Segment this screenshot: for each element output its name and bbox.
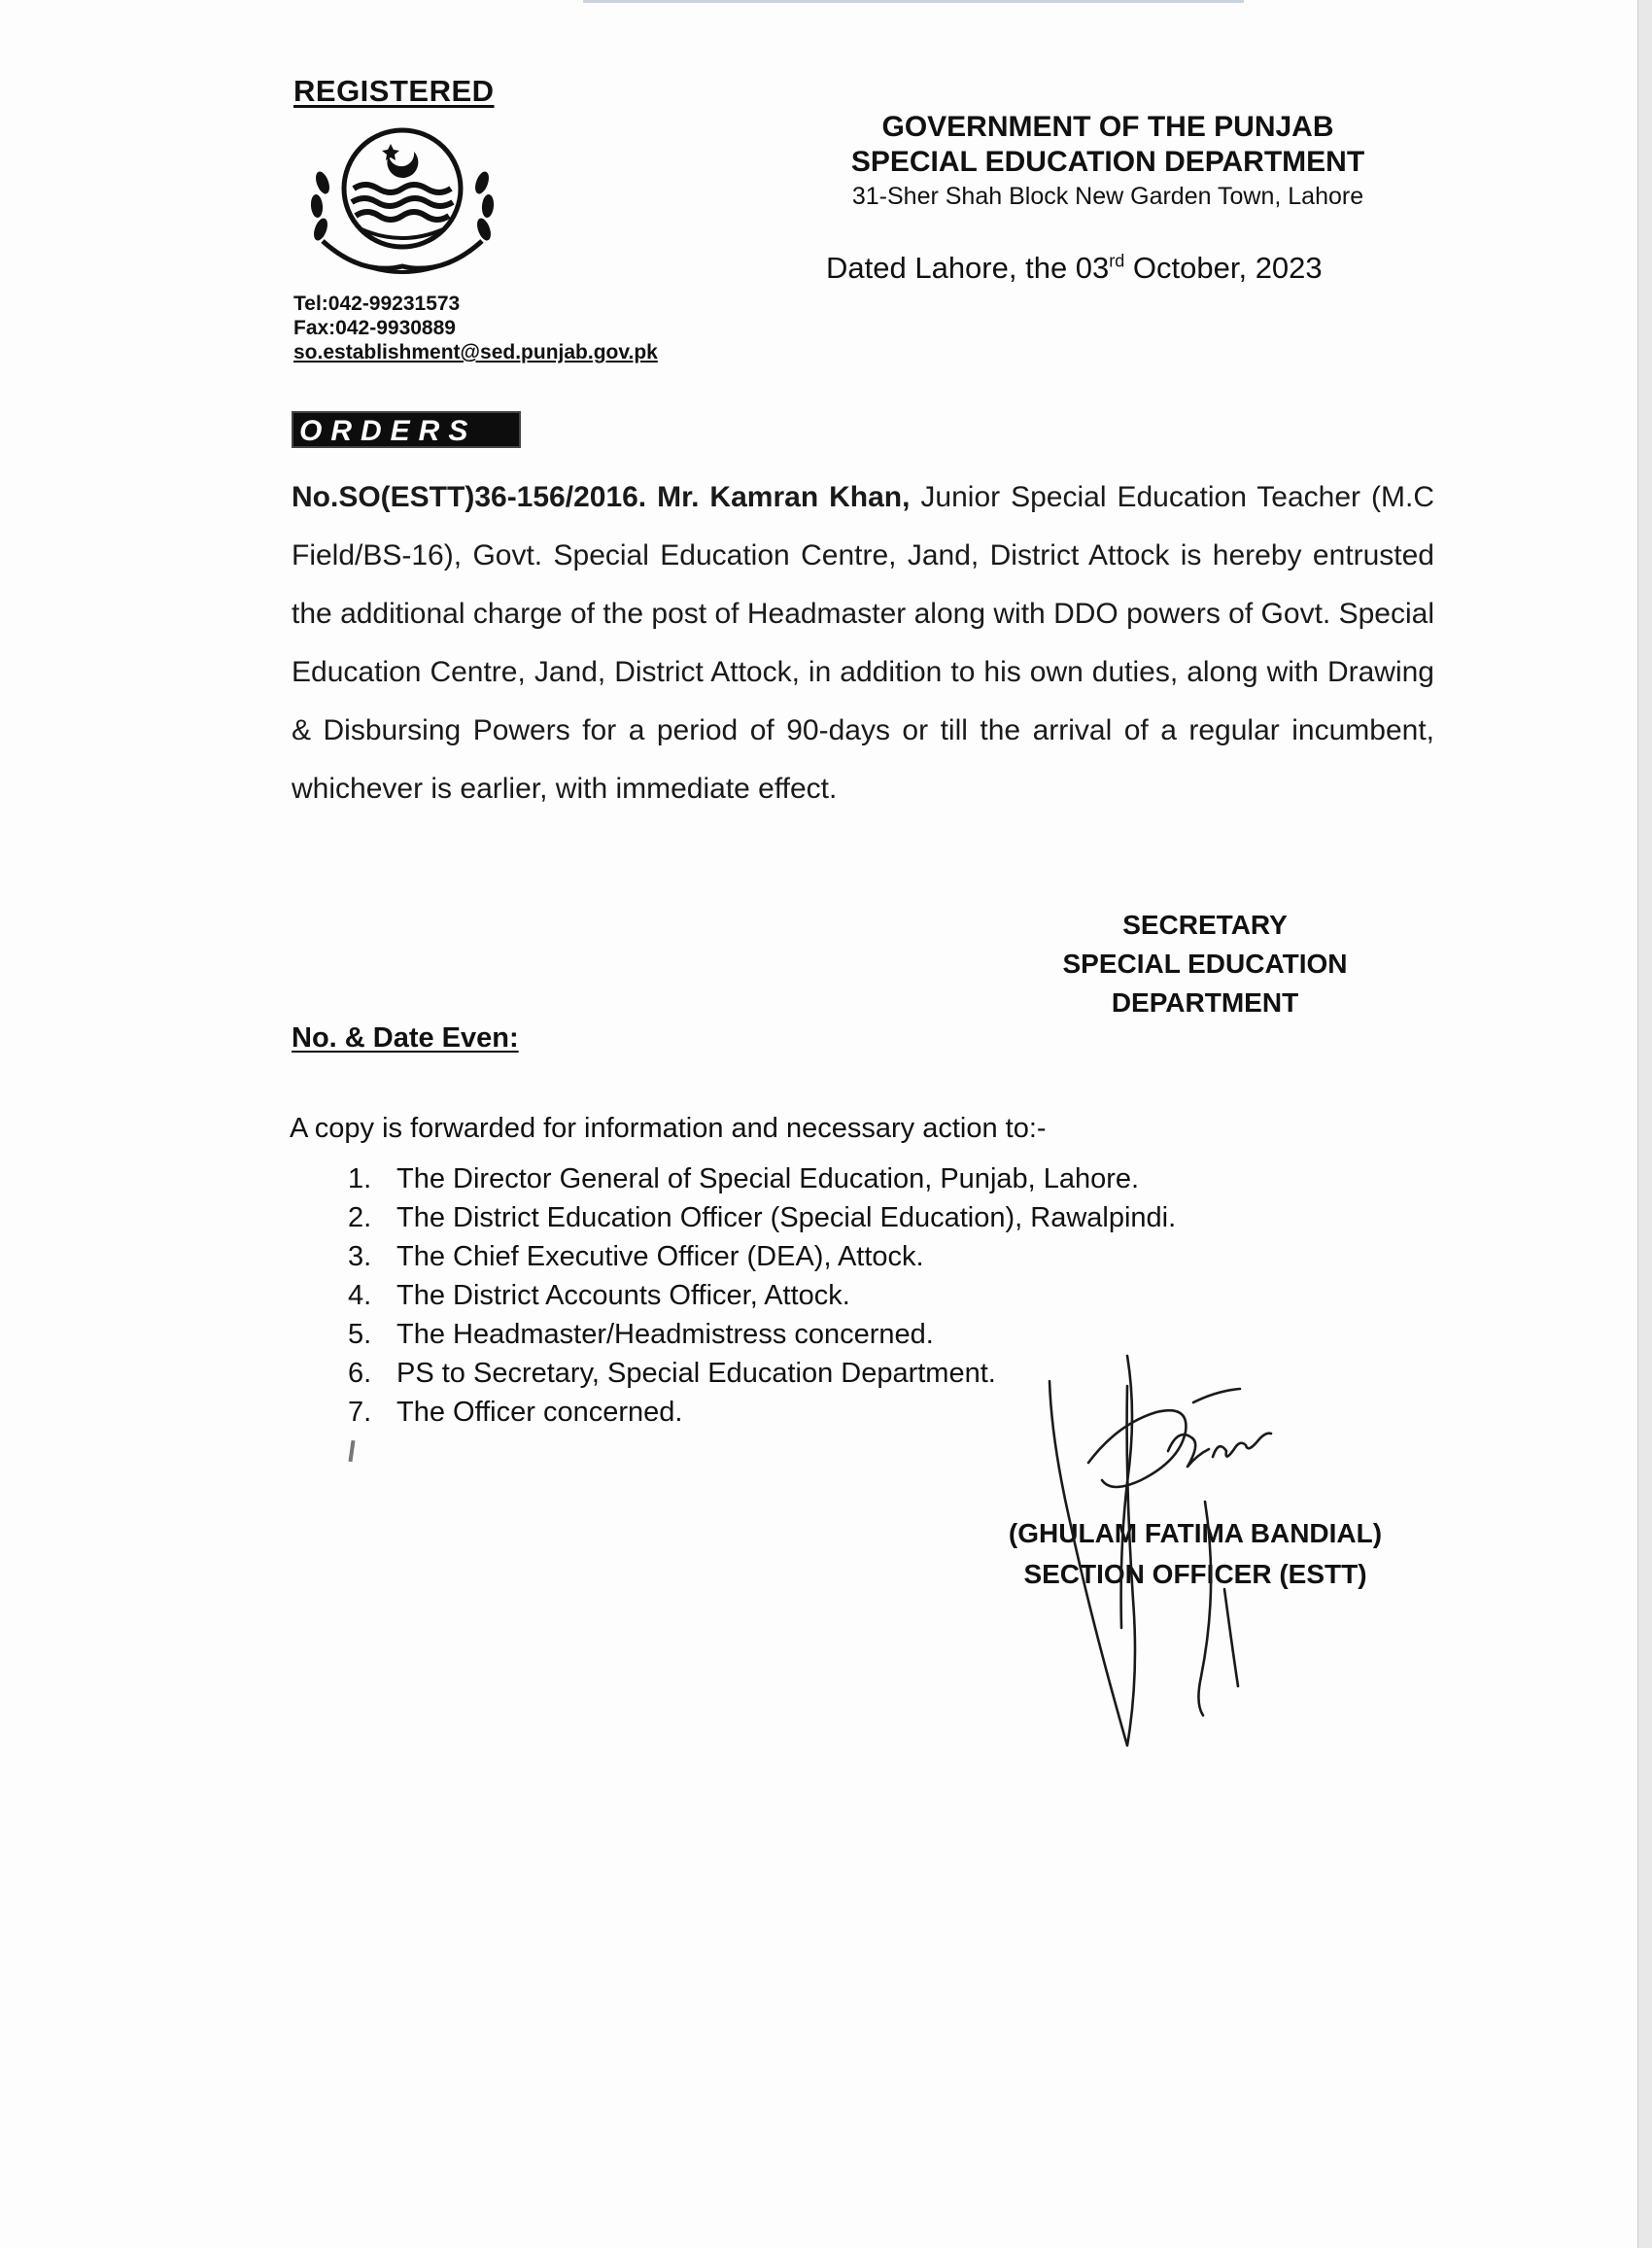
- list-item-text: The Director General of Special Education, Punjab, Lahore.: [396, 1163, 1140, 1194]
- list-item-number: 7.: [348, 1397, 372, 1428]
- list-item-number: 1.: [348, 1163, 372, 1194]
- list-item: [348, 1276, 1176, 1315]
- list-item-number: 6.: [348, 1358, 372, 1389]
- registered-label: REGISTERED: [293, 74, 495, 108]
- list-item-number: 2.: [348, 1202, 372, 1233]
- list-item-text: The Officer concerned.: [396, 1397, 683, 1428]
- list-item-number: 5.: [348, 1319, 372, 1350]
- orders-heading: ORDERS: [292, 411, 521, 448]
- list-item-text: The Chief Executive Officer (DEA), Attock.: [396, 1241, 924, 1272]
- officer-title: SECTION OFFICER (ESTT): [1023, 1559, 1367, 1589]
- order-number: No.SO(ESTT)36-156/2016.: [292, 481, 647, 513]
- list-item-text: PS to Secretary, Special Education Department.: [396, 1358, 996, 1389]
- government-header: [768, 110, 1448, 213]
- date-line: [826, 251, 1323, 286]
- list-item-number: 3.: [348, 1241, 372, 1272]
- order-body: [292, 468, 1434, 818]
- department-address: 31-Sher Shah Block New Garden Town, Lahore: [851, 183, 1364, 210]
- order-text: Junior Special Education Teacher (M.C Field/BS-16), Govt. Special Education Centre, Jand, District Attock is hereby entrusted the additional charge of the post of Headmaster along with DDO powers of Govt. Special Education Centre, Jand, District Attock, in addition to his own duties, along with Drawing & Disbursing Powers for a period of 90-days or till the arrival of a regular incumbent, whichever is earlier, with immediate effect.: [292, 481, 1434, 805]
- list-item: [348, 1198, 1176, 1237]
- government-name: GOVERNMENT OF THE PUNJAB: [881, 111, 1334, 143]
- order-employee-name: Mr. Kamran Khan,: [657, 481, 911, 513]
- list-item-text: The District Accounts Officer, Attock.: [396, 1280, 850, 1311]
- list-item-number: 4.: [348, 1280, 372, 1311]
- scan-top-edge: [583, 0, 1244, 3]
- list-item: [348, 1159, 1176, 1198]
- list-item-text: The Headmaster/Headmistress concerned.: [396, 1319, 934, 1350]
- secretary-dept-line2: DEPARTMENT: [1111, 987, 1299, 1018]
- handwritten-signature: [1030, 1346, 1322, 1754]
- scan-right-edge: [1637, 0, 1652, 2248]
- punjab-emblem-logo: [303, 124, 501, 282]
- list-item: [348, 1237, 1176, 1276]
- no-date-even-heading: No. & Date Even:: [292, 1022, 519, 1054]
- date-rest: October, 2023: [1124, 251, 1323, 285]
- secretary-title: SECRETARY: [1122, 910, 1288, 940]
- fax-number: Fax:042-9930889: [293, 317, 456, 339]
- officer-name: (GHULAM FATIMA BANDIAL): [1008, 1518, 1383, 1548]
- list-item-text: The District Education Officer (Special Education), Rawalpindi.: [396, 1202, 1177, 1233]
- contact-block: [293, 292, 658, 364]
- secretary-signature-block: [1011, 906, 1399, 1022]
- email-address: so.establishment@sed.punjab.gov.pk: [293, 341, 658, 363]
- department-name: SPECIAL EDUCATION DEPARTMENT: [850, 146, 1365, 178]
- telephone-number: Tel:042-99231573: [293, 293, 461, 315]
- forward-text: A copy is forwarded for information and necessary action to:-: [290, 1113, 1047, 1144]
- date-prefix: Dated Lahore, the 03: [826, 251, 1110, 285]
- secretary-dept-line1: SPECIAL EDUCATION: [1062, 949, 1348, 979]
- date-ordinal-suffix: rd: [1109, 251, 1125, 271]
